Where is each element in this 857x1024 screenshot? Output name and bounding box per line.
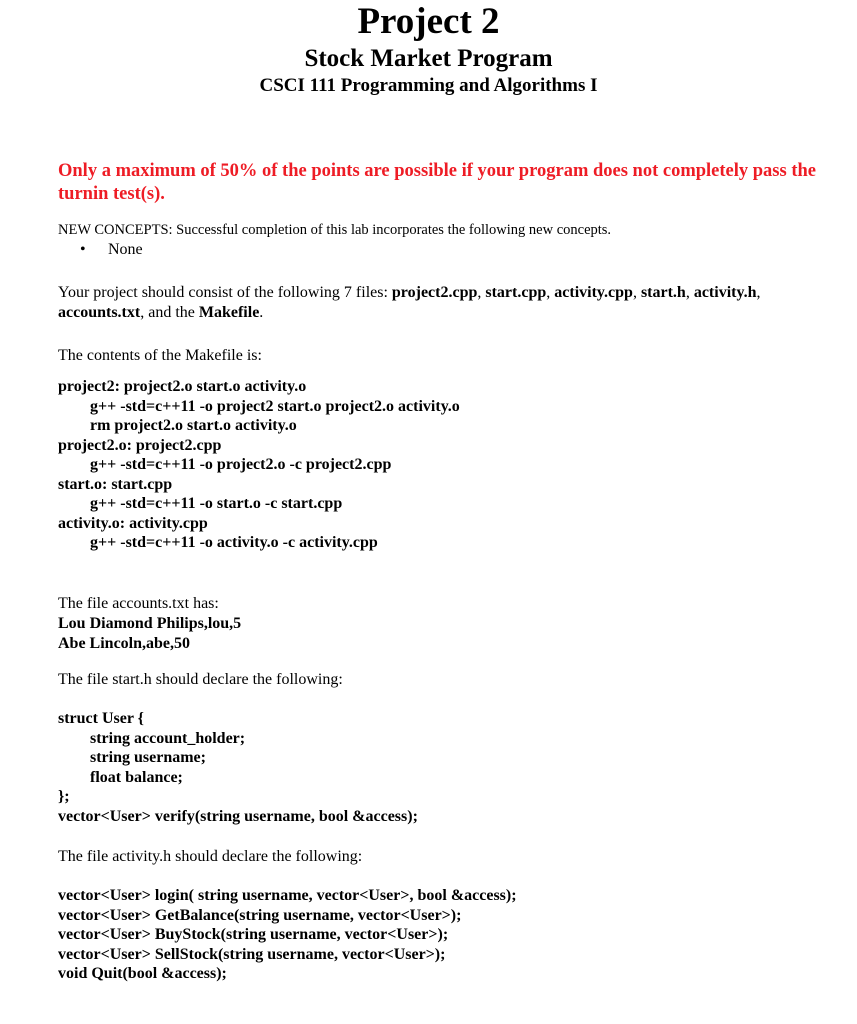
code-line: g++ -std=c++11 -o project2.o -c project2.cpp [90,456,392,473]
files-intro: Your project should consist of the following 7 files: [58,284,392,301]
code-line: g++ -std=c++11 -o activity.o -c activity.cpp [90,534,378,551]
files-sep: , [632,284,641,301]
accounts-line: Lou Diamond Philips,lou,5 [58,615,242,632]
makefile-intro: The contents of the Makefile is: [58,347,262,364]
bullet-icon: • [80,241,86,258]
code-line: project2.o: project2.cpp [58,436,222,454]
start-h-intro: The file start.h should declare the following: [58,671,343,688]
files-paragraph [58,283,828,323]
code-line: vector<User> BuyStock(string username, vector<User>); [58,926,449,943]
code-line: vector<User> SellStock(string username, vector<User>); [58,945,446,963]
files-sep: , [546,284,555,301]
activity-h-code-block [58,886,517,984]
accounts-content [58,614,241,653]
code-line: string account_holder; [90,729,246,747]
start-h-code-block [58,709,418,826]
concepts-bullet-item [80,240,143,260]
new-concepts-text: NEW CONCEPTS: Successful completion of this lab incorporates the following new concepts. [58,222,612,238]
code-line: vector<User> GetBalance(string username, vector<User>); [58,906,462,924]
files-and: , and the [140,304,199,321]
file-makefile: Makefile [198,304,260,321]
accounts-line: Abe Lincoln,abe,50 [58,634,191,652]
activity-h-intro: The file activity.h should declare the following: [58,848,363,865]
course-name: CSCI 111 Programming and Algorithms I [259,75,598,96]
accounts-intro: The file accounts.txt has: [58,595,219,612]
code-line: vector<User> login( string username, vector<User>, bool &access); [58,887,517,904]
code-line: struct User { [58,710,144,727]
files-sep: , [477,284,486,301]
files-sep: , [756,284,761,301]
files-end: . [259,304,264,321]
makefile-code-block [58,377,460,553]
concepts-bullet-label: None [108,241,143,258]
file-activity-h: activity.h [693,284,757,301]
file-project2-cpp: project2.cpp [391,284,478,301]
file-activity-cpp: activity.cpp [554,284,633,301]
code-line: string username; [90,749,206,766]
page-subtitle: Stock Market Program [304,45,553,72]
code-line: void Quit(bool &access); [58,965,227,982]
code-line: g++ -std=c++11 -o project2 start.o project2.o activity.o [90,397,460,415]
file-start-h: start.h [640,284,686,301]
turnin-warning: Only a maximum of 50% of the points are possible if your program does not completely pass the turnin test(s). [58,161,816,204]
file-start-cpp: start.cpp [485,284,547,301]
code-line: g++ -std=c++11 -o start.o -c start.cpp [90,495,343,512]
code-line: vector<User> verify(string username, bool &access); [58,807,418,825]
code-line: float balance; [90,768,183,786]
page-title: Project 2 [357,1,500,42]
code-line: rm project2.o start.o activity.o [90,417,297,434]
code-line: start.o: start.cpp [58,475,173,493]
code-line: project2: project2.o start.o activity.o [58,378,307,395]
code-line: activity.o: activity.cpp [58,514,208,532]
file-accounts-txt: accounts.txt [58,304,141,321]
code-line: }; [58,788,70,805]
files-sep: , [685,284,694,301]
